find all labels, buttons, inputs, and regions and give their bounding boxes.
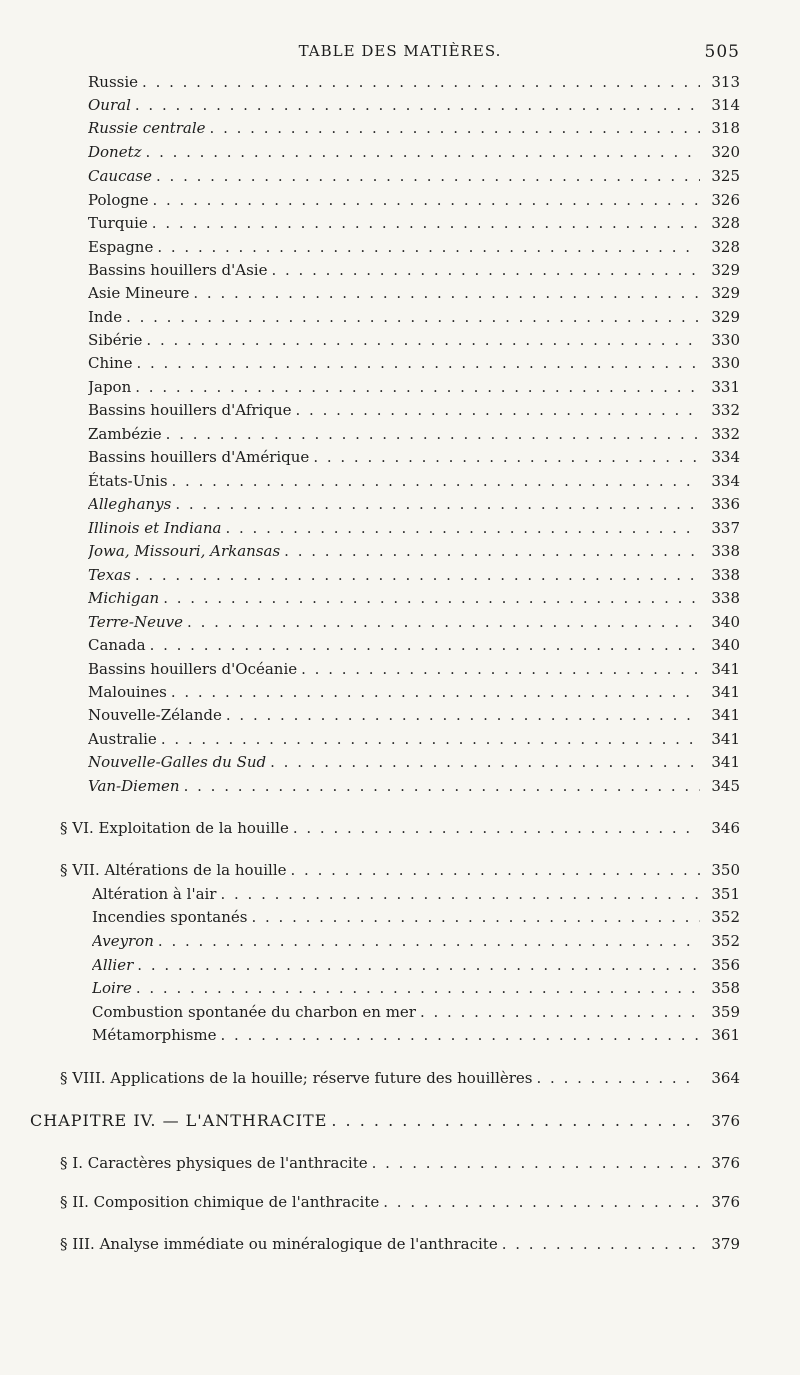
toc-entry-page: 338 [711,566,740,584]
toc-entry [88,728,740,750]
toc-entry-page: 329 [711,261,740,279]
toc-entry-page: 330 [711,354,740,372]
page-header [60,42,740,64]
toc-entry-page: 326 [711,191,740,209]
dot-leader [158,930,700,952]
toc-entry-label: § VII. Altérations de la houille [60,861,287,879]
toc-entry [88,423,740,445]
toc-entry [88,141,740,163]
dot-leader [284,540,700,562]
toc-entry-label: Asie Mineure [88,284,190,302]
toc-entry-page: 336 [711,495,740,513]
toc-entry-page: 334 [711,448,740,466]
toc-entry-page: 352 [711,932,740,950]
dot-leader [146,141,700,163]
dot-leader [221,1024,701,1046]
dot-leader [270,751,700,773]
dot-leader [152,212,700,234]
toc-entry-page: 352 [711,908,740,926]
toc-entry-page: 332 [711,425,740,443]
dot-leader [271,259,700,281]
toc-section-entry [60,817,740,839]
toc-entry-label: Altération à l'air [92,885,217,903]
toc-entry-label: § VI. Exploitation de la houille [60,819,289,837]
toc-entry-label: Zambézie [88,425,162,443]
toc-entry-label: Nouvelle-Zélande [88,706,222,724]
dot-leader [210,117,700,139]
toc-entry-page: 334 [711,472,740,490]
toc-entry [88,564,740,586]
toc-entry [92,883,740,905]
toc-entry-page: 358 [711,979,740,997]
dot-leader [136,977,700,999]
toc-entry-label: États-Unis [88,472,168,490]
toc-entry-label: Nouvelle-Galles du Sud [88,753,267,771]
dot-leader [126,306,700,328]
dot-leader [172,470,700,492]
toc-entry-page: 346 [711,819,740,837]
toc-entry-page: 337 [711,519,740,537]
dot-leader [137,954,700,976]
toc-entry-label: § II. Composition chimique de l'anthracite [60,1193,380,1211]
toc-entry [92,1024,740,1046]
toc-entry-page: 325 [711,167,740,185]
dot-leader [163,587,700,609]
dot-leader [135,94,700,116]
toc-entry [88,212,740,234]
dot-leader [184,775,700,797]
dot-leader [313,446,700,468]
toc-entry [88,587,740,609]
toc-entry-page: 345 [711,777,740,795]
toc-entry-page: 341 [711,753,740,771]
dot-leader [135,564,700,586]
toc-entry-page: 320 [711,143,740,161]
dot-leader [156,165,700,187]
dot-leader [220,883,700,905]
toc-entry-label: Australie [88,730,157,748]
toc-entry-label: Loire [92,979,132,997]
dot-leader [150,634,700,656]
toc-entry [92,977,740,999]
toc-entry-label: Malouines [88,683,167,701]
toc-entry-page: 314 [711,96,740,114]
toc-entry-label: Turquie [88,214,148,232]
toc-entry-page: 341 [711,730,740,748]
toc-entry-label: Incendies spontanés [92,908,248,926]
toc-entry [88,517,740,539]
dot-leader [537,1067,700,1089]
toc-entry-page: 341 [711,660,740,678]
toc-entry [88,165,740,187]
toc-entry-page: 361 [711,1026,740,1044]
dot-leader [146,329,700,351]
toc-entry-page: 318 [711,119,740,137]
page-number: 505 [704,42,740,62]
toc-entry-page: 351 [711,885,740,903]
toc-section-entry [60,1152,740,1174]
toc-entry [88,352,740,374]
toc-entry-label: Russie [88,73,139,91]
toc-entry [88,775,740,797]
toc-entry [88,117,740,139]
dot-leader [251,906,700,928]
toc-entry-label: Allier [92,956,134,974]
toc-entry-page: 376 [711,1193,740,1211]
toc-entry-page: 329 [711,284,740,302]
toc-entry-page: 328 [711,214,740,232]
toc-entry [88,446,740,468]
dot-leader [502,1233,700,1255]
toc-entry-label: § VIII. Applications de la houille; réserve future des houillères [60,1069,533,1087]
toc-entry [88,259,740,281]
dot-leader [296,399,701,421]
running-title: TABLE DES MATIÈRES. [298,42,502,60]
dot-leader [152,189,700,211]
toc-entry-label: Japon [88,378,132,396]
toc-entry-page: 313 [711,73,740,91]
dot-leader [331,1110,700,1132]
dot-leader [135,376,700,398]
toc-entry [88,71,740,93]
toc-entry-label: Inde [88,308,123,326]
toc-entry-page: 340 [711,613,740,631]
toc-entry-label: CHAPITRE IV. — L'ANTHRACITE [30,1111,328,1130]
dot-leader [383,1191,700,1213]
toc-entry [88,611,740,633]
toc-entry-label: Van-Diemen [88,777,180,795]
dot-leader [166,423,700,445]
toc-entry [88,236,740,258]
dot-leader [226,704,700,726]
toc-entry-page: 340 [711,636,740,654]
toc-entry [88,470,740,492]
toc-entry-label: § III. Analyse immédiate ou minéralogique de l'anthracite [60,1235,498,1253]
toc-entry-label: Russie centrale [88,119,206,137]
toc-entry-label: Espagne [88,238,154,256]
toc-entry-page: 341 [711,683,740,701]
toc-entry-label: Métamorphisme [92,1026,217,1044]
toc-entry [88,540,740,562]
dot-leader [187,611,700,633]
toc-entry [88,704,740,726]
dot-leader [291,859,701,881]
toc-entry-page: 376 [711,1112,740,1130]
dot-leader [293,817,700,839]
toc-entry [92,906,740,928]
dot-leader [420,1001,700,1023]
toc-entry-label: Bassins houillers d'Amérique [88,448,310,466]
toc-entry-page: 364 [711,1069,740,1087]
toc-entry-label: Canada [88,636,146,654]
toc-entry-label: Caucase [88,167,152,185]
toc-entry-label: Michigan [88,589,160,607]
toc-entry-page: 338 [711,589,740,607]
toc-entry [88,282,740,304]
toc-entry [88,399,740,421]
toc-entry-page: 338 [711,542,740,560]
toc-entry-label: Bassins houillers d'Asie [88,261,268,279]
toc-entry-page: 328 [711,238,740,256]
toc-entry-label: Oural [88,96,131,114]
toc-entry-label: Alleghanys [88,495,172,513]
toc-entry-label: Aveyron [92,932,154,950]
toc-entry-page: 329 [711,308,740,326]
dot-leader [225,517,700,539]
toc-entry [88,634,740,656]
toc-entry-page: 332 [711,401,740,419]
toc-entry-page: 330 [711,331,740,349]
toc-entry-label: Illinois et Indiana [88,519,222,537]
toc-entry [92,954,740,976]
toc-entry-label: Chine [88,354,133,372]
toc-entry-page: 331 [711,378,740,396]
toc-entry [88,493,740,515]
toc-entry-page: 350 [711,861,740,879]
toc-entry [88,306,740,328]
toc-entry [88,681,740,703]
toc-entry-label: Bassins houillers d'Océanie [88,660,298,678]
toc-entry-label: Bassins houillers d'Afrique [88,401,292,419]
toc-entry [88,658,740,680]
dot-leader [142,71,700,93]
toc-entry-label: Texas [88,566,131,584]
dot-leader [157,236,700,258]
toc-entry-page: 379 [711,1235,740,1253]
toc-entry-label: Donetz [88,143,142,161]
dot-leader [161,728,700,750]
toc-entry-label: § I. Caractères physiques de l'anthracite [60,1154,368,1172]
toc-entry [88,189,740,211]
toc-entry-page: 376 [711,1154,740,1172]
toc-section-entry [60,859,740,881]
toc-entry-label: Jowa, Missouri, Arkansas [88,542,281,560]
toc-entry-label: Sibérie [88,331,143,349]
toc-section-entry [60,1067,740,1089]
dot-leader [136,352,700,374]
dot-leader [175,493,700,515]
toc-entry-page: 341 [711,706,740,724]
toc-entry [88,94,740,116]
dot-leader [193,282,700,304]
toc-entry [92,1001,740,1023]
toc-entry-label: Pologne [88,191,149,209]
toc-entry-page: 356 [711,956,740,974]
toc-entry-label: Terre-Neuve [88,613,184,631]
toc-section-entry [60,1191,740,1213]
toc-entry-label: Combustion spontanée du charbon en mer [92,1003,416,1021]
toc-entry [92,930,740,952]
dot-leader [301,658,700,680]
toc-entry-page: 359 [711,1003,740,1021]
toc-entry [88,329,740,351]
toc-chapter-entry [30,1110,740,1132]
toc-entry [88,751,740,773]
dot-leader [372,1152,700,1174]
toc-entry [88,376,740,398]
dot-leader [171,681,700,703]
toc-section-entry [60,1233,740,1255]
